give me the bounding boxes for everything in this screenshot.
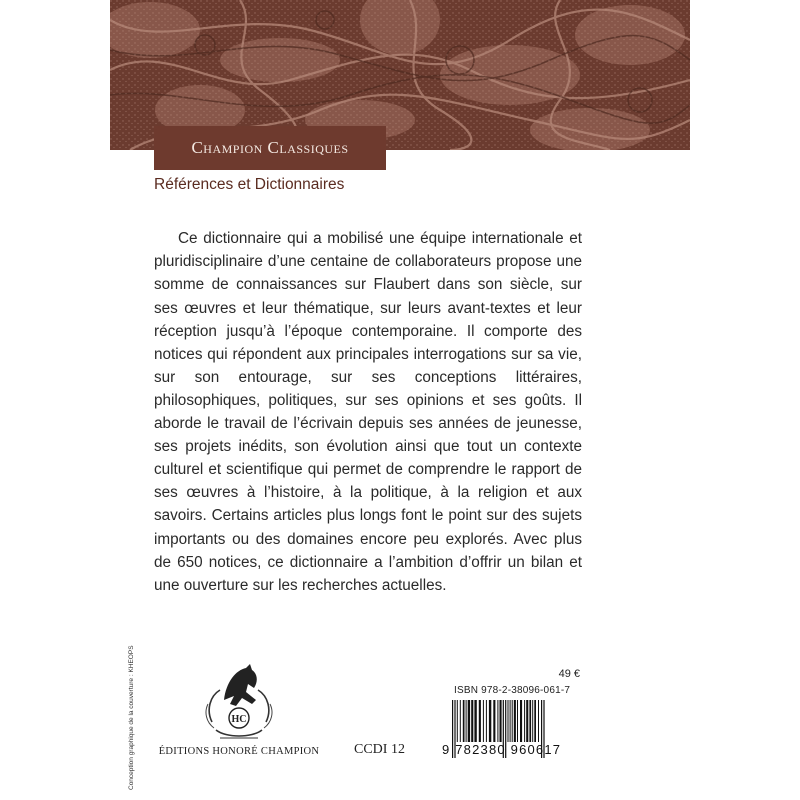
barcode-bar bbox=[500, 700, 502, 742]
publisher-name: ÉDITIONS HONORÉ CHAMPION bbox=[158, 746, 320, 757]
barcode-bar bbox=[486, 700, 487, 742]
barcode-bar bbox=[510, 700, 511, 742]
barcode-bar bbox=[483, 700, 484, 742]
barcode-bar bbox=[460, 700, 461, 742]
horse-crest-logo-icon bbox=[202, 660, 276, 744]
series-title: Champion Classiques bbox=[191, 138, 349, 157]
barcode-bar bbox=[479, 700, 481, 742]
price: 49 € bbox=[558, 668, 580, 680]
barcode-digits: 9 782380 960617 bbox=[442, 742, 562, 757]
series-title-box bbox=[154, 126, 386, 170]
collection-subtitle: Références et Dictionnaires bbox=[154, 176, 345, 193]
book-back-cover bbox=[110, 0, 690, 800]
barcode-bar bbox=[466, 700, 467, 742]
barcode-bar bbox=[457, 700, 458, 742]
barcode-bar bbox=[463, 700, 465, 742]
barcode-bar bbox=[493, 700, 495, 742]
barcode-bar bbox=[524, 700, 525, 742]
cover-design-credit: Conception graphique de la couverture : KHEOPS bbox=[128, 645, 135, 790]
barcode-bar bbox=[474, 700, 476, 742]
barcode-bar bbox=[517, 700, 518, 742]
barcode-bar bbox=[529, 700, 531, 742]
barcode-bar bbox=[497, 700, 498, 742]
barcode-bar bbox=[520, 700, 522, 742]
barcode-bar bbox=[471, 700, 473, 742]
series-code: CCDI 12 bbox=[354, 742, 405, 757]
barcode-bar bbox=[489, 700, 491, 742]
svg-text:HC: HC bbox=[231, 714, 247, 725]
barcode-bar bbox=[532, 700, 533, 742]
barcode-bar bbox=[512, 700, 513, 742]
barcode-bar bbox=[526, 700, 528, 742]
isbn: ISBN 978-2-38096-061-7 bbox=[454, 685, 571, 696]
description-paragraph: Ce dictionnaire qui a mobilisé une équipe internationale et pluridisciplinaire d’une centaine de collaborateurs propose une somme de connaissances sur Flaubert dans son siècle, sur ses œuvres et leur thématique, sur leurs avant-textes et leur réception jusqu’à l’époque contemporaine. Il comporte des notices qui répondent aux principales interrogations sur sa vie, sur son entourage, sur ses conceptions littéraires, philosophiques, politiques, sur ses opinions et ses goûts. Il aborde le travail de l’écrivain depuis ses années de jeunesse, ses projets inédits, son évolution ainsi que tout un contexte culturel et scientifique qui permet de comprendre le rapport de ses œuvres à l’histoire, à la politique, à la religion et aux savoirs. Certains articles plus longs font le point sur des sujets importants ou des domaines encore peu explorés. Avec plus de 650 notices, ce dictionnaire a l’ambition d’offrir un bilan et une ouverture sur les recherches actuelles. bbox=[154, 230, 582, 594]
barcode-bar bbox=[468, 700, 470, 742]
barcode-bar bbox=[514, 700, 516, 742]
barcode-bar bbox=[508, 700, 509, 742]
barcode-bar bbox=[534, 700, 536, 742]
barcode-bar bbox=[538, 700, 539, 742]
